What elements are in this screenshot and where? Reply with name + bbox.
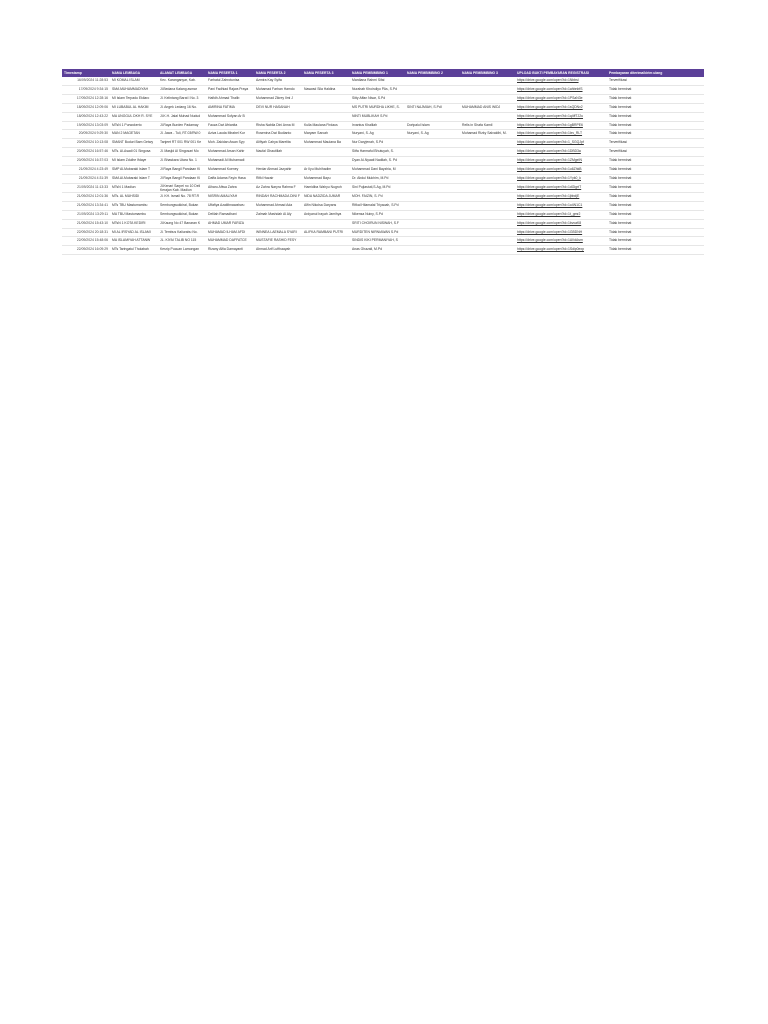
table-cell: Muhammad Zikrey Ilmi J <box>256 95 293 100</box>
table-cell: MTs TBU Mastumambu <box>112 202 148 207</box>
table-cell: Dyan Al-Nyaati Nadilah, S. Pd <box>352 158 398 163</box>
table-cell <box>302 148 350 157</box>
payment-proof-link[interactable]: https://drive.google.com/open?id=1q4ffTJ2u <box>517 113 584 118</box>
table-cell: Mardiana Rahmi Sifai <box>352 78 385 82</box>
payment-proof-link[interactable]: https://drive.google.com/open?id=1Sdip0exp <box>517 247 585 252</box>
table-cell: MI LUBABUL AL HAKIM <box>112 104 149 109</box>
table-cell: Tidak berminat <box>609 122 632 127</box>
spreadsheet <box>62 69 704 255</box>
table-row[interactable] <box>62 130 704 139</box>
table-cell: AHMAD UMAR FARIZA <box>208 220 244 225</box>
payment-proof-link[interactable]: https://drive.google.com/open?id=1sQDNv2 <box>517 104 583 109</box>
table-cell: MA ISLAMIYAH ATTANW <box>112 238 151 243</box>
table-cell: SMA MUHAMMADIYAH <box>112 86 149 91</box>
table-cell: Tidak berminat <box>609 220 632 225</box>
table-cell: JL. KIYAI TALIB NO 115 <box>160 238 197 243</box>
table-row[interactable] <box>62 103 704 112</box>
payment-proof-link[interactable]: https://drive.google.com/open?id=1ahbnbfS <box>517 86 583 91</box>
table-cell <box>460 201 515 210</box>
table-cell: MA UNGGUL DKH R. SYE <box>112 113 153 118</box>
table-row[interactable] <box>62 219 704 228</box>
table-cell <box>302 112 350 121</box>
payment-proof-link[interactable]: https://drive.google.com/open?id=1gBRPE6 <box>517 122 583 127</box>
payment-proof-link[interactable]: https://drive.google.com/open?id=1o4N1C1 <box>517 202 583 207</box>
table-row[interactable] <box>62 77 704 85</box>
table-cell: Kec. Karanganyar, Kab. <box>160 78 196 82</box>
table-cell <box>405 210 460 219</box>
table-cell <box>254 219 302 228</box>
table-cell: Azmira Kay Syifa <box>256 78 282 82</box>
table-cell: Sembungwukkiral, Bukan <box>160 202 199 207</box>
table-cell: Az Zahra Naryra Rahma F <box>256 184 296 189</box>
table-cell: Muhammad Maulana Ba <box>304 140 341 145</box>
table-row[interactable] <box>62 112 704 121</box>
table-cell <box>405 112 460 121</box>
table-cell: NIDA NADZIDA JUMAR <box>304 193 341 198</box>
table-cell <box>302 246 350 255</box>
table-cell: Tidak berminat <box>609 193 632 198</box>
table-cell: Kulla Maulana Firdaus <box>304 122 338 127</box>
table-row[interactable] <box>62 237 704 246</box>
table-cell: SRITI CHOIRUN NISWAH, S.F <box>352 220 399 225</box>
table-cell: SINDIS KIKI PERMANIYAH, S <box>352 238 398 243</box>
table-cell: 22/09/2024 16:09:29 <box>76 247 108 252</box>
column-header[interactable]: UPLOAD BUKTI PEMBAYARAN REGISTRASI <box>517 71 589 75</box>
table-cell: Terverifikasi <box>609 78 627 82</box>
table-row[interactable] <box>62 174 704 183</box>
table-cell: MAN 2 MAGETAN <box>112 131 140 136</box>
table-cell: Nurahab Khoirullyo PAs, S.Pd <box>352 86 397 91</box>
table-cell <box>460 148 515 157</box>
table-cell: Dr. Abdul Mukhim, M.Pd <box>352 175 389 180</box>
table-cell: Tidak berminat <box>609 175 632 180</box>
table-cell <box>460 157 515 166</box>
table-cell: Ulfafiya Azaiiibnawahwu <box>208 202 245 207</box>
table-cell: Jl Raya Bangil Pandaan Ki <box>160 167 201 172</box>
table-cell: NINTI MUBLIKAH S.Pd <box>352 113 388 118</box>
table-cell: Nikensa Nuiny, S.Pd <box>352 211 383 216</box>
table-cell: Naswad Sila Haldina <box>304 86 336 91</box>
table-cell <box>460 112 515 121</box>
payment-proof-link[interactable]: https://drive.google.com/open?id=1Nbbsl <box>517 78 579 82</box>
table-cell: ALIFKA RAMBANI PUTRI <box>304 229 344 234</box>
table-cell <box>460 228 515 237</box>
table-cell <box>302 77 350 85</box>
table-cell <box>405 166 460 175</box>
table-cell <box>460 237 515 246</box>
payment-proof-link[interactable]: https://drive.google.com/open?id=1GBDNH <box>517 229 583 234</box>
table-cell: NISRIN AMALIYAH <box>208 193 238 198</box>
table-row[interactable] <box>62 139 704 148</box>
table-cell: MUSTAFIE RASHID FESY <box>256 238 297 243</box>
table-cell: Maryam Sarcah <box>304 131 328 136</box>
payment-proof-link[interactable]: https://drive.google.com/open?id=1t_gmr2 <box>517 211 581 216</box>
table-cell: 21/09/2024 12:01:36 <box>76 193 108 198</box>
table-cell: Anas Ghazali, M.Pd <box>352 247 382 252</box>
payment-proof-link[interactable]: https://drive.google.com/open?id=1u6ZhkB <box>517 167 582 172</box>
table-cell: DEVI NUR HASANAH <box>256 104 290 109</box>
table-cell: Sembungwukkiral, Bukan <box>160 211 199 216</box>
table-cell: Jl. Masjid Al Singosari Mo <box>160 149 199 154</box>
table-cell: Tanjeet RT 001 RW 001 Ke <box>160 140 202 145</box>
column-header[interactable]: NAMA PEMBIMBING 1 <box>352 71 388 75</box>
table-cell <box>460 77 515 85</box>
table-cell: 22/09/2024 20:18:31 <box>76 229 108 234</box>
table-cell: Tidak berminat <box>609 184 632 189</box>
table-cell: Nuryani, S. Ag <box>352 131 374 136</box>
table-cell <box>405 85 460 94</box>
table-cell: Muhammad Arsan Kahir <box>208 149 245 154</box>
table-cell: 17/09/2024 9:34:15 <box>78 86 108 91</box>
table-cell: 20/09/2024 16:37:03 <box>76 158 108 163</box>
table-cell: Muhamadi Al Muhamadi <box>208 158 245 163</box>
table-cell: MOH. FAIZIN, S. Pd <box>352 193 383 198</box>
table-cell <box>460 139 515 148</box>
table-cell <box>302 103 350 112</box>
table-cell <box>460 94 515 103</box>
table-row[interactable] <box>62 246 704 255</box>
table-cell <box>302 219 350 228</box>
table-cell: MUHAMAD ILHAM AFDI <box>208 229 246 234</box>
table-cell: SINTI NAJMIAH, S.PdI <box>407 104 442 109</box>
table-cell: Aziva Lauda Mirabel Kur <box>208 131 245 136</box>
table-cell: Alifiyah Cahya Marelita <box>256 140 291 145</box>
column-header[interactable]: NAMA PESERTA 3 <box>304 71 334 75</box>
table-cell <box>302 157 350 166</box>
table-cell <box>405 148 460 157</box>
table-cell: Irvantus Khalilah <box>352 122 378 127</box>
table-cell: 21/09/2024 15:43:10 <box>76 220 108 225</box>
table-cell: Rifki Hazair <box>256 175 274 180</box>
table-cell: Zalmah Mashdah Al Aly <box>256 211 292 216</box>
table-cell: Jl. Jawa - Tuli, RT.03/RW.0 <box>160 131 201 136</box>
table-cell: Jl.Kenari Sarpel no 10 Deli Kerajan Kab. Madiun <box>160 183 201 192</box>
table-cell: Herdar Ahmad Jazyahir <box>256 167 292 172</box>
column-header[interactable]: NAMA PEMBIMBING 2 <box>407 71 443 75</box>
table-cell: Dortpalul Islam <box>407 122 430 127</box>
payment-proof-link[interactable]: https://drive.google.com/open?id=1ZMgeIN <box>517 158 582 163</box>
table-cell <box>405 246 460 255</box>
table-cell: Jl. Angek Ledang 16 No. <box>160 104 197 109</box>
table-row[interactable] <box>62 183 704 192</box>
table-cell: MTsN 1 Madiun <box>112 184 136 189</box>
table-cell <box>405 183 460 192</box>
table-cell: Sini Pujiastuti,S.Ag, M.Pd <box>352 184 391 189</box>
table-cell: Nur Daryjenah, S.Pd <box>352 140 384 145</box>
table-cell <box>405 94 460 103</box>
table-cell: MI KOMAL ISLAM <box>112 78 140 82</box>
table-cell: MUHAMMAD DAFFATCE <box>208 238 247 243</box>
table-cell <box>460 183 515 192</box>
table-cell: Tidak berminat <box>609 229 632 234</box>
table-cell: 22/09/2024 15:48:06 <box>76 238 108 243</box>
payment-proof-link[interactable]: https://drive.google.com/open?id=1AVdAsm <box>517 238 583 243</box>
column-header[interactable]: NAMA LEMBAGA <box>112 71 141 75</box>
table-row[interactable] <box>62 201 704 210</box>
table-cell: SMP Al-Mubaraki Islam T <box>112 167 151 172</box>
table-cell: Pani Fadhiad Rajwa Praya <box>208 86 249 91</box>
table-cell: Muhammad Koeney <box>208 167 239 172</box>
table-cell: Sitty Affan Nisar, S.Pd <box>352 95 386 100</box>
table-cell <box>405 201 460 210</box>
table-cell: Muhamad Farhan Hamdo <box>256 86 295 91</box>
table-cell: Farhatul Zahrotunisa <box>208 78 240 82</box>
table-cell: MS PUTRI MURDHA LIKHE, S. <box>352 104 400 109</box>
table-cell: Kesrip Pucuan Lamongan <box>160 247 200 252</box>
table-row[interactable] <box>62 85 704 94</box>
payment-proof-link[interactable]: https://drive.google.com/open?id=1dGlgrtT <box>517 184 582 189</box>
table-row[interactable] <box>62 148 704 157</box>
table-cell: MTsN 1 Purwokerto <box>112 122 142 127</box>
payment-proof-link[interactable]: https://drive.google.com/open?id=1PSaN3e <box>517 95 583 100</box>
table-cell: Risha Nabila Dini Anna M <box>256 122 295 127</box>
table-cell: Ahmad Arif Lufthaayah <box>256 247 291 252</box>
table-cell: 19/09/2024 13:03:09 <box>76 122 108 127</box>
table-cell <box>460 85 515 94</box>
table-cell <box>302 237 350 246</box>
table-cell: Jl.Kaung No 47 Banaran K <box>160 220 201 225</box>
table-cell: Tidak berminat <box>609 167 632 172</box>
table-cell: MTs. Al-Asadi 01 Singosa <box>112 149 151 154</box>
table-cell: Jl. KH. Ismail No. 78 RT.R <box>160 193 200 198</box>
table-cell <box>254 112 302 121</box>
table-row[interactable] <box>62 166 704 175</box>
table-cell: 21/09/2024 11:13:33 <box>77 184 108 189</box>
table-cell: 20/09/2024 10:13:08 <box>76 140 108 145</box>
table-cell: 21/09/2024 13:29:11 <box>77 211 108 216</box>
table-cell <box>460 210 515 219</box>
table-cell: Hamidiba Wahyu Nugroh <box>304 184 342 189</box>
table-cell <box>460 166 515 175</box>
table-cell: Tidak berminat <box>609 202 632 207</box>
table-cell <box>302 94 350 103</box>
table-cell <box>405 157 460 166</box>
table-cell: Moh. Zakidan Awan Syp <box>208 140 245 145</box>
table-cell: Jl.K.H. Jalal Muhad Nudud <box>160 113 201 118</box>
table-cell: MTs. AL MUHSIDI <box>112 193 140 198</box>
table-cell: Muhamad Rizky Salvaldhi, M. <box>462 131 507 136</box>
table-body <box>62 77 704 255</box>
table-cell: Jl. Bhaskara Utara No. 1 <box>160 158 197 163</box>
table-cell: MI AL IRSYAD AL ISLAMI <box>112 229 151 234</box>
table-cell <box>405 174 460 183</box>
table-cell: Nuryani, S. Ag <box>407 131 429 136</box>
table-row[interactable] <box>62 94 704 103</box>
table-cell: 21/09/2024 4:23:49 <box>78 167 108 172</box>
table-cell: Terverifikasi <box>609 149 627 154</box>
payment-proof-link[interactable]: https://drive.google.com/open?id=1jbbdjE <box>517 193 580 198</box>
table-cell: 21/09/2024 13:34:41 <box>76 202 108 207</box>
table-cell <box>405 77 460 85</box>
table-cell: Tidak berminat <box>609 158 632 163</box>
table-cell: Muhammad Ahmad Ada <box>256 202 293 207</box>
table-cell: 16/09/2024 11:28:53 <box>77 78 108 82</box>
table-cell: SMA Al-Mubaraki Islam T <box>112 175 150 180</box>
table-cell <box>460 174 515 183</box>
table-cell: 21/09/2024 4:31:39 <box>78 175 108 180</box>
table-row[interactable] <box>62 228 704 237</box>
responses-table <box>62 69 704 255</box>
table-cell: Jl. Kelintang Barat I No. 3 <box>160 95 199 100</box>
table-cell: Tidak berminat <box>609 238 632 243</box>
table-cell <box>405 237 460 246</box>
table-header-row <box>62 69 704 77</box>
table-cell <box>460 192 515 201</box>
table-cell: SMANT Buduri Bam Getwy <box>112 140 154 145</box>
table-cell: Naufal Ghautillah <box>256 149 283 154</box>
table-cell: Muhammad Sofyan Ar B <box>208 113 245 118</box>
table-cell: Tidak berminat <box>609 95 632 100</box>
table-cell: Tidak berminat <box>609 131 632 136</box>
table-cell <box>405 219 460 228</box>
table-cell: Muhammad Dani Bayzhia, M <box>352 167 396 172</box>
table-cell: Ar Ilyu Muhihadim <box>304 167 332 172</box>
payment-proof-link[interactable]: https://drive.google.com/open?id=1lxv_RLT <box>517 131 583 136</box>
table-cell: Rizany Alfia Damayanti <box>208 247 243 252</box>
table-cell: Alfin Nikolsa Daryans <box>304 202 337 207</box>
table-cell: MA TBU Mastumambu <box>112 211 147 216</box>
table-cell: Jl Raya Bangil Pandaan Ki <box>160 175 201 180</box>
table-cell: Tidak berminat <box>609 86 632 91</box>
table-cell: MI Islam Terpadu Ekilaro <box>112 95 150 100</box>
table-cell: Ardyanul Irayah Jamihya <box>304 211 342 216</box>
table-cell <box>405 139 460 148</box>
table-cell: Jl. Tembus Kaliurabu No. <box>160 229 198 234</box>
column-header[interactable]: Pembayaran diterima/kirim ulang <box>609 71 663 75</box>
table-cell: MTsN 1 KOTA KEDIRI <box>112 220 146 225</box>
table-cell: 20/09/2024 16:57:46 <box>76 149 108 154</box>
table-cell: 18/09/2024 12:09:06 <box>76 104 108 109</box>
table-cell <box>460 219 515 228</box>
table-cell: 17/09/2024 12:28:16 <box>76 95 108 100</box>
column-header[interactable]: NAMA PESERTA 2 <box>256 71 286 75</box>
table-cell: Muhammad Bayu <box>304 175 331 180</box>
table-cell: Terverifikasi <box>609 140 627 145</box>
table-row[interactable] <box>62 121 704 130</box>
table-cell: Rosenina Dwi Budianto <box>256 131 292 136</box>
table-cell: MI Islam Zdulhe Ifdaye <box>112 158 147 163</box>
table-cell <box>405 192 460 201</box>
table-cell: Tidak berminat <box>609 247 632 252</box>
table-cell: MUHAMMAD ANIS WIDJ <box>462 104 501 109</box>
table-cell <box>405 228 460 237</box>
table-row[interactable] <box>62 192 704 201</box>
table-row[interactable] <box>62 210 704 219</box>
table-cell: MTs Taringatul Tholabah <box>112 247 149 252</box>
table-cell: Rells in Shafa Kamil <box>462 122 493 127</box>
table-cell: Jl.Raya Burden Padamay <box>160 122 199 127</box>
payment-proof-link[interactable]: https://drive.google.com/open?id=1bvcaK8 <box>517 220 582 225</box>
table-cell: RINDAH RACHMADA DINI F <box>256 193 300 198</box>
table-cell: Daffa Adama Fayin Hasa <box>208 175 246 180</box>
payment-proof-link[interactable]: https://drive.google.com/open?id=1_SGQJpf <box>517 140 584 145</box>
table-cell: Alharu Afiwa Zahra <box>208 184 237 189</box>
table-cell: Sitfa Harmaful Bhutuyah, S. <box>352 149 394 154</box>
table-cell <box>254 157 302 166</box>
table-cell: Fauza Dwi Afrianita <box>208 122 238 127</box>
column-header[interactable]: ALAMAT LEMBAGA <box>160 71 193 75</box>
column-header[interactable]: NAMA PESERTA 1 <box>208 71 238 75</box>
table-cell: Delilah Ramadhani <box>208 211 237 216</box>
table-row[interactable] <box>62 157 704 166</box>
table-cell: 18/09/2024 12:43:22 <box>76 113 108 118</box>
table-cell: Jl.Bedana Kalang asmar <box>160 86 197 91</box>
table-cell <box>460 246 515 255</box>
table-cell: Tidak berminat <box>609 211 632 216</box>
table-cell: Hafidh Ahmad Thalib <box>208 95 240 100</box>
table-cell: MURDITEN NIRNIAWAN S.Pd <box>352 229 399 234</box>
table-cell: Rifkal Hilamalal Triyaoah, S.Pd <box>352 202 399 207</box>
payment-proof-link[interactable]: https://drive.google.com/open?id=1Yyk0_k <box>517 175 581 180</box>
column-header[interactable]: Timestamp <box>64 71 82 75</box>
table-cell: 20/09/2024 9:29:30 <box>78 131 108 136</box>
table-cell: AMIRINA FATIMA <box>208 104 235 109</box>
table-cell: Tidak berminat <box>609 104 632 109</box>
column-header[interactable]: NAMA PEMBIMBING 3 <box>462 71 498 75</box>
payment-proof-link[interactable]: https://drive.google.com/open?id=1DBD3a <box>517 149 581 154</box>
table-cell: Tidak berminat <box>609 113 632 118</box>
table-cell: WINNEA LAEMALA SYARI <box>256 229 297 234</box>
